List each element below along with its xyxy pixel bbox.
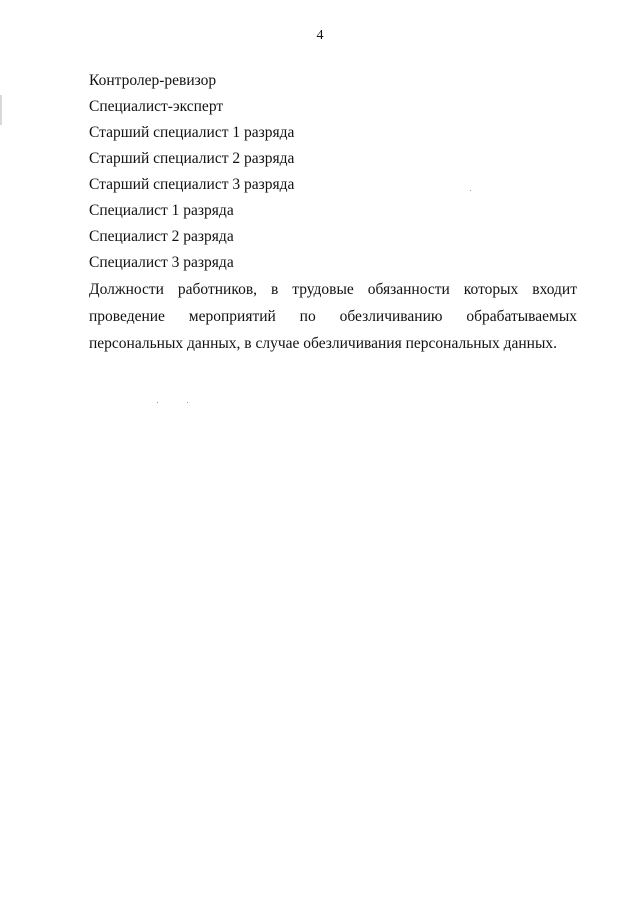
paragraph-line: Должности работников, в трудовые обязанности которых входит: [89, 281, 577, 298]
list-item: Старший специалист 2 разряда: [89, 150, 295, 167]
scan-speck: [470, 190, 471, 191]
list-item: Контролер-ревизор: [89, 72, 217, 89]
list-item: Старший специалист 1 разряда: [89, 124, 295, 141]
scan-edge-mark: [0, 95, 2, 125]
body-paragraph: [89, 276, 577, 357]
page-number: 4: [316, 28, 324, 43]
list-item: Специалист-эксперт: [89, 98, 224, 115]
list-item: Специалист 1 разряда: [89, 202, 234, 219]
scan-speck: [187, 402, 188, 403]
list-item: Старший специалист 3 разряда: [89, 176, 295, 193]
paragraph-line: персональных данных, в случае обезличивания персональных данных.: [89, 335, 557, 352]
list-item: Специалист 3 разряда: [89, 254, 234, 271]
list-item: Специалист 2 разряда: [89, 228, 234, 245]
scan-speck: [157, 402, 158, 403]
position-list: [89, 68, 294, 276]
paragraph-line: проведение мероприятий по обезличиванию обрабатываемых: [89, 308, 577, 325]
